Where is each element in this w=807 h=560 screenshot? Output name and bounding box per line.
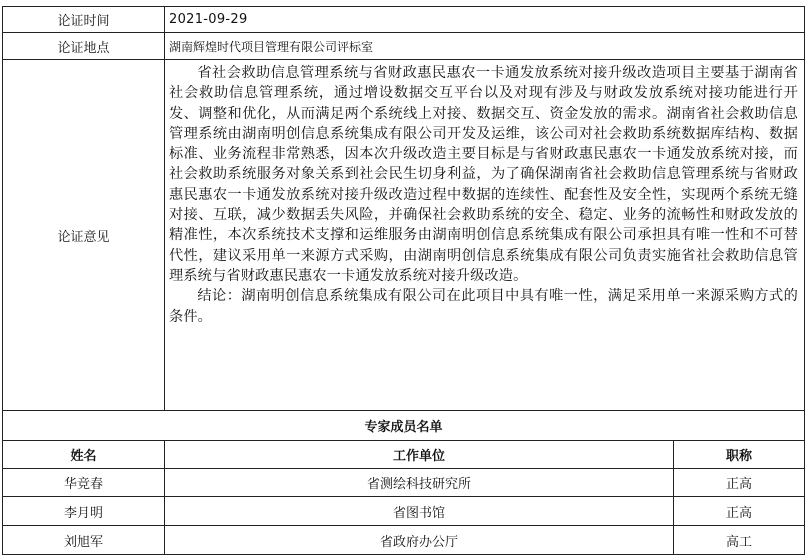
expert-organization: 省测绘科技研究所	[165, 469, 674, 496]
review-opinion-label: 论证意见	[3, 60, 165, 410]
table-row	[2, 526, 805, 555]
review-opinion-text	[165, 60, 804, 410]
expert-title: 高工	[725, 534, 752, 550]
review-place-label: 论证地点	[3, 33, 165, 59]
review-place-value: 湖南辉煌时代项目管理有限公司评标室	[169, 39, 374, 54]
expert-section-title: 专家成员名单	[364, 420, 443, 435]
table-row	[2, 469, 805, 497]
opinion-conclusion: 结论：湖南明创信息系统集成有限公司在此项目中具有唯一性，满足采用单一来源采购方式的条件。	[169, 288, 798, 325]
column-header-organization: 工作单位	[165, 441, 674, 468]
review-date-value: 2021-09-29	[169, 12, 248, 27]
column-header-title: 职称	[725, 449, 752, 464]
expert-title: 正高	[725, 477, 752, 492]
expert-name: 刘旭军	[3, 526, 165, 554]
expert-organization: 省政府办公厅	[165, 526, 674, 554]
review-opinion-row	[2, 60, 805, 411]
expert-section-row	[2, 411, 805, 441]
opinion-paragraph: 省社会救助信息管理系统与省财政惠民惠农一卡通发放系统对接升级改造项目主要基于湖南省社会救助信息管理系统，通过增设数据交互平台以及对现有涉及与财政发放系统对接功能进行开发、调整和优化，从而满足两个系统线上对接、数据交互、资金发放的需求。湖南省社会救助信息管理系统由湖南明创信息系统集成有限公司开发及运维，该公司对社会救助系统数据库结构、数据标准、业务流程非常熟悉，因本次升级改造主要目标是与省财政惠民惠农一卡通发放系统对接，而社会救助系统服务对象关系到社会民生切身利益，为了确保湖南省社会救助信息管理系统与省财政惠民惠农一卡通发放系统对接升级改造过程中数据的连续性、配套性及安全性，实现两个系统无缝对接、互联，减少数据丢失风险，并确保社会救助系统的安全、稳定、业务的流畅性和财政发放的精准性，本次系统技术支撑和运维服务由湖南明创信息系统集成有限公司承担具有唯一性和不可替代性，建议采用单一来源方式采购，由湖南明创信息系统集成有限公司负责实施省社会救助信息管理系统与省财政惠民惠农一卡通发放系统对接升级改造。	[169, 65, 798, 284]
review-date-label: 论证时间	[3, 7, 165, 32]
review-place-row	[2, 33, 805, 60]
expert-title: 正高	[725, 505, 752, 521]
table-row	[2, 497, 805, 526]
column-header-name: 姓名	[3, 441, 165, 468]
expert-organization: 省图书馆	[165, 497, 674, 525]
expert-header-row	[2, 441, 805, 469]
expert-name: 华竞春	[3, 469, 165, 496]
expert-name: 李月明	[3, 497, 165, 525]
review-date-row	[2, 6, 805, 33]
